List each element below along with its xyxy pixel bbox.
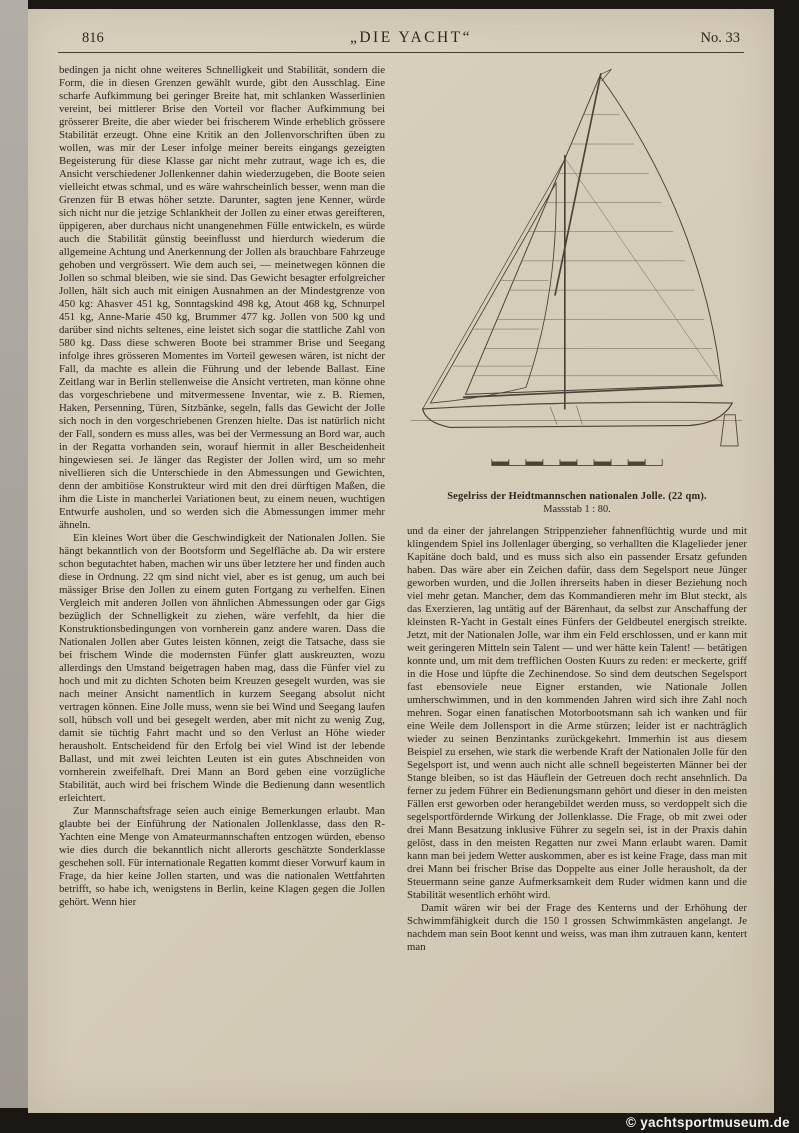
figure-caption: Segelriss der Heidtmannschen nationalen Jolle. (22 qm).	[447, 491, 707, 502]
page-header	[28, 9, 774, 47]
figure-scale-label: Massstab 1 : 80.	[543, 504, 611, 515]
issue-number: No. 33	[700, 30, 740, 46]
paragraph: Damit wären wir bei der Frage des Kenterns und der Erhöhung der Schwimmfähigkeit durch die 150 l grossen Schwimmkästen angelangt. Je nachdem man sein Boot kennt und weiss, was man ihm zutrauen kann, kentert man	[407, 902, 747, 953]
paragraph: und da einer der jahrelangen Strippenzieher fahnenflüchtig wurde und mit klingendem Spiel ins Jollenlager überging, so verhallten die Klagelieder jener Kapitäne doch bald, und es muss sich also ein passender Ersatz gefunden haben. Das wäre aber ein Zeichen dafür, dass dem Segelsport neue Jünger geworben wurden, und die Jollen ihrerseits haben in dieser Beziehung noch viel mehr getan. Mancher, dem das Kommandieren mehr im Blut steckt, als das Exerzieren, lag untätig auf der Bärenhaut, da selbst zur Anschaffung der kleinsten R-Yacht in Gestalt eines Fünfers der Geldbeutel energisch streikte. Jetzt, mit der Nationalen Jolle, war ihm ein Feld erschlossen, und er kann mit weit geringeren Mitteln sein Talent — und wer hätte kein Talent! — betätigen konnte und, um mit dem trefflichen Oosten Kuurs zu reden: er meckerte, griff in die Hose und lüpfte die Zechinendose. So sind dem deutschen Segelsport fast ebensoviele neue Eigner erstanden, wie Nationale Jollen umherschwimmen, und in den kommenden Jahren wird sich ihre Zahl noch mehren. Sogar einen fanatischen Motorbootsmann sah ich wanken und für eine Weile dem Jollensport in die Arme stürzen; leider ist er nachträglich wieder zu seinen Benzintanks zurückgekehrt. Immerhin ist aus diesem Beispiel zu ersehen, wie stark die werbende Kraft der Nationalen Jolle für den Segelsport ist, und wenn auch nicht alle schnell begeisterten Männer bei der Stange bleiben, so ist das Häuflein der Getreuen doch recht ansehnlich. Da ferner zu jedem Führer ein Bedienungsmann gehört und dieser in den meisten Fällen erst geworben oder herangebildet werden muss, so verdoppelt sich die segelsportfördernde Wirkung der Jollenklasse. Die Frage, ob mit zwei oder drei Mann Besatzung inklusive Führer zu segeln sei, ist in der Praxis dahin gelöst, dass in den meisten Regatten nur zwei Mann erlaubt waren. Damit kann man bei jedem Wetter auskommen, aber es ist keine Frage, dass man mit drei Mann bei frischer Brise das Doppelte aus einer Jolle herausholt, da der Steuermann seine ganze Aufmerksamkeit dem Ruder widmen kann und die Stabilität wesentlich erhöht wird.	[407, 525, 747, 901]
right-column	[407, 64, 747, 954]
magazine-page	[28, 9, 774, 1113]
paragraph: Ein kleines Wort über die Geschwindigkeit der Nationalen Jollen. Sie hängt bekanntlich von der Bootsform und Segelfläche ab. Da wir erstere schon begutachtet haben, machen wir uns über letztere her und finden auch diese in Ordnung. 22 qm sind nicht viel, aber es ist genug, um auch bei mässiger Brise den Jollen zu einem guten Fortgang zu verhelfen. Einen Vergleich mit anderen Jollen von ähnlichen Abmessungen oder gar Gigs bezüglich der Schnelligkeit zu ziehen, wäre verfehlt, da hier die Konstruktionsbedingungen von vornherein ganz andere waren. Dass die Nationalen Jollen aber Gutes leisten können, zeigt die Tatsache, dass sie bei frischem Winde die modernsten Fünfer glatt auskreuzten, wozu allerdings den Umstand beigetragen haben mag, dass die Fünfer viel zu hoch und mit zu dichten Schoten beim Kreuzen gesegelt wurden, was sie nach meiner Ansicht namentlich in kurzem Seegang absolut nicht vertragen können. Eine Jolle muss, wenn sie bei Wind und Seegang laufen soll, hübsch voll und bei gesegelt werden, aber mit nicht zu wenig Zug, damit sie tüchtig Fahrt macht und so den Verlust an Höhe wieder herausholt. Entscheidend für den Erfolg bei viel Wind ist der lebende Ballast, und mit zwei leichten Leuten ist ein gutes Abschneiden von vornherein zweifelhaft. Drei Mann an Bord geben eine vorzügliche Stabilität, auch wird bei frischem Winde die Bedienung dann wesentlich erleichtert.	[59, 532, 385, 804]
left-column	[59, 64, 385, 954]
scan-left-edge	[0, 0, 28, 1108]
watermark: © yachtsportmuseum.de	[625, 1115, 790, 1130]
segelriss-figure	[407, 66, 747, 515]
two-column-text	[28, 53, 774, 954]
paragraph: bedingen ja nicht ohne weiteres Schnelligkeit und Stabilität, sondern die Form, die in diesen Grenzen gewählt wurde, gibt den Ausschlag. Eine scharfe Aufkimmung bei geringer Breite hat, mit schlanken Wasserlinien vereint, bei mittlerer Brise den Vorteil vor flacher Aufkimmung bei grösserer Breite, die aber wieder bei frischerem Winde erheblich grössere Stabilität erzeugt. Ohne eine Kritik an den Jollenvorschriften üben zu wollen, was mir der Leser infolge meiner bereits eingangs gezeigten Begeisterung für diese Klasse gar nicht mehr zutraut, wage ich es, die Ansicht verschiedener Jollenkenner dahin wiederzugeben, die Boote seien vielleicht etwas schmal, und es wäre wahrscheinlich besser, wenn man die Grenzen für B etwas höher setzte. Darunter, sagten jene Kenner, würde sich nicht nur die jetzige Schlankheit der Jollen zu einer etwas gereifteren, üppigeren, aber durchaus nicht unangenehmen Fülle entwickeln, es würde auch die Stabilität günstig beeinflusst und hierdurch wiederum die allgemeine Achtung und Anerkennung der Jollen als brauchbare Fahrzeuge gehoben und vergrössert. Wie dem auch sei, — meinetwegen können die Jollen so schmal bleiben, wie sie sind. Das Gewicht besagter erfolgreicher Jollen, hält sich auch mit einigen Ausnahmen an der Mindestgrenze von 450 kg: Ahasver 451 kg, Sonntagskind 498 kg, Atout 468 kg, Schnurpel 451 kg, Anne-Marie 450 kg, Brummer 477 kg. Jollen von 500 kg und darüber sind nichts seltenes, eine leistet sich sogar die stattliche Zahl von 580 kg. Dass diese schweren Boote bei strammer Brise und Seegang infolge ihres grösseren Momentes im Vorteil gewesen wären, ist nicht der Fall, da machte es allein die Führung und der lebende Ballast. Eine Zeitlang war in Berlin stellenweise die Ansicht vertreten, man könne ohne das vorgeschriebene und mitvermessene Inventar, wie z. B. Riemen, Haken, Persenning, Türen, Sitzbänke, segeln, falls das Gewicht der Jolle sich noch in den vorgeschriebenen Grenzen hielte. Das ist natürlich nicht der Fall, sondern es muss alles, was bei der Vermessung an Bord war, auch in der Regatta vorhanden sein, worauf hiermit in aller Bescheidenheit hingewiesen sei. Je länger das Register der Jollen wird, um so mehr nivellieren sich die Unterschiede in den Abmessungen und Gewichten, denn der ambitiöse Konstrukteur wird mit den drei dürftigen Maßen, die ihm die Liste in mancherlei Variationen beut, zu einem neuen, wuchtigen Entwurfe ausholen, und so werden sich die Abmessungen immer mehr ähneln.	[59, 64, 385, 531]
page-number: 816	[82, 30, 104, 46]
journal-title: „DIE YACHT“	[349, 29, 473, 46]
sailplan-drawing	[409, 66, 745, 485]
paragraph: Zur Mannschaftsfrage seien auch einige Bemerkungen erlaubt. Man glaubte bei der Einführung der Nationalen Jollenklasse, dass den R-Yachten eine Menge von Amateurmannschaften entzogen würden, ebenso wie dies durch die bekanntlich nicht allerorts geschätzte Sonderklasse geschehen soll. Für internationale Regatten kommt dieser Vorwurf kaum in Frage, da hier keine Jollen starten, und was die nationalen Wettfahrten betrifft, so habe ich, wenigstens in Berlin, keine Klagen gegen die Jollen gehört. Wenn hier	[59, 805, 385, 908]
